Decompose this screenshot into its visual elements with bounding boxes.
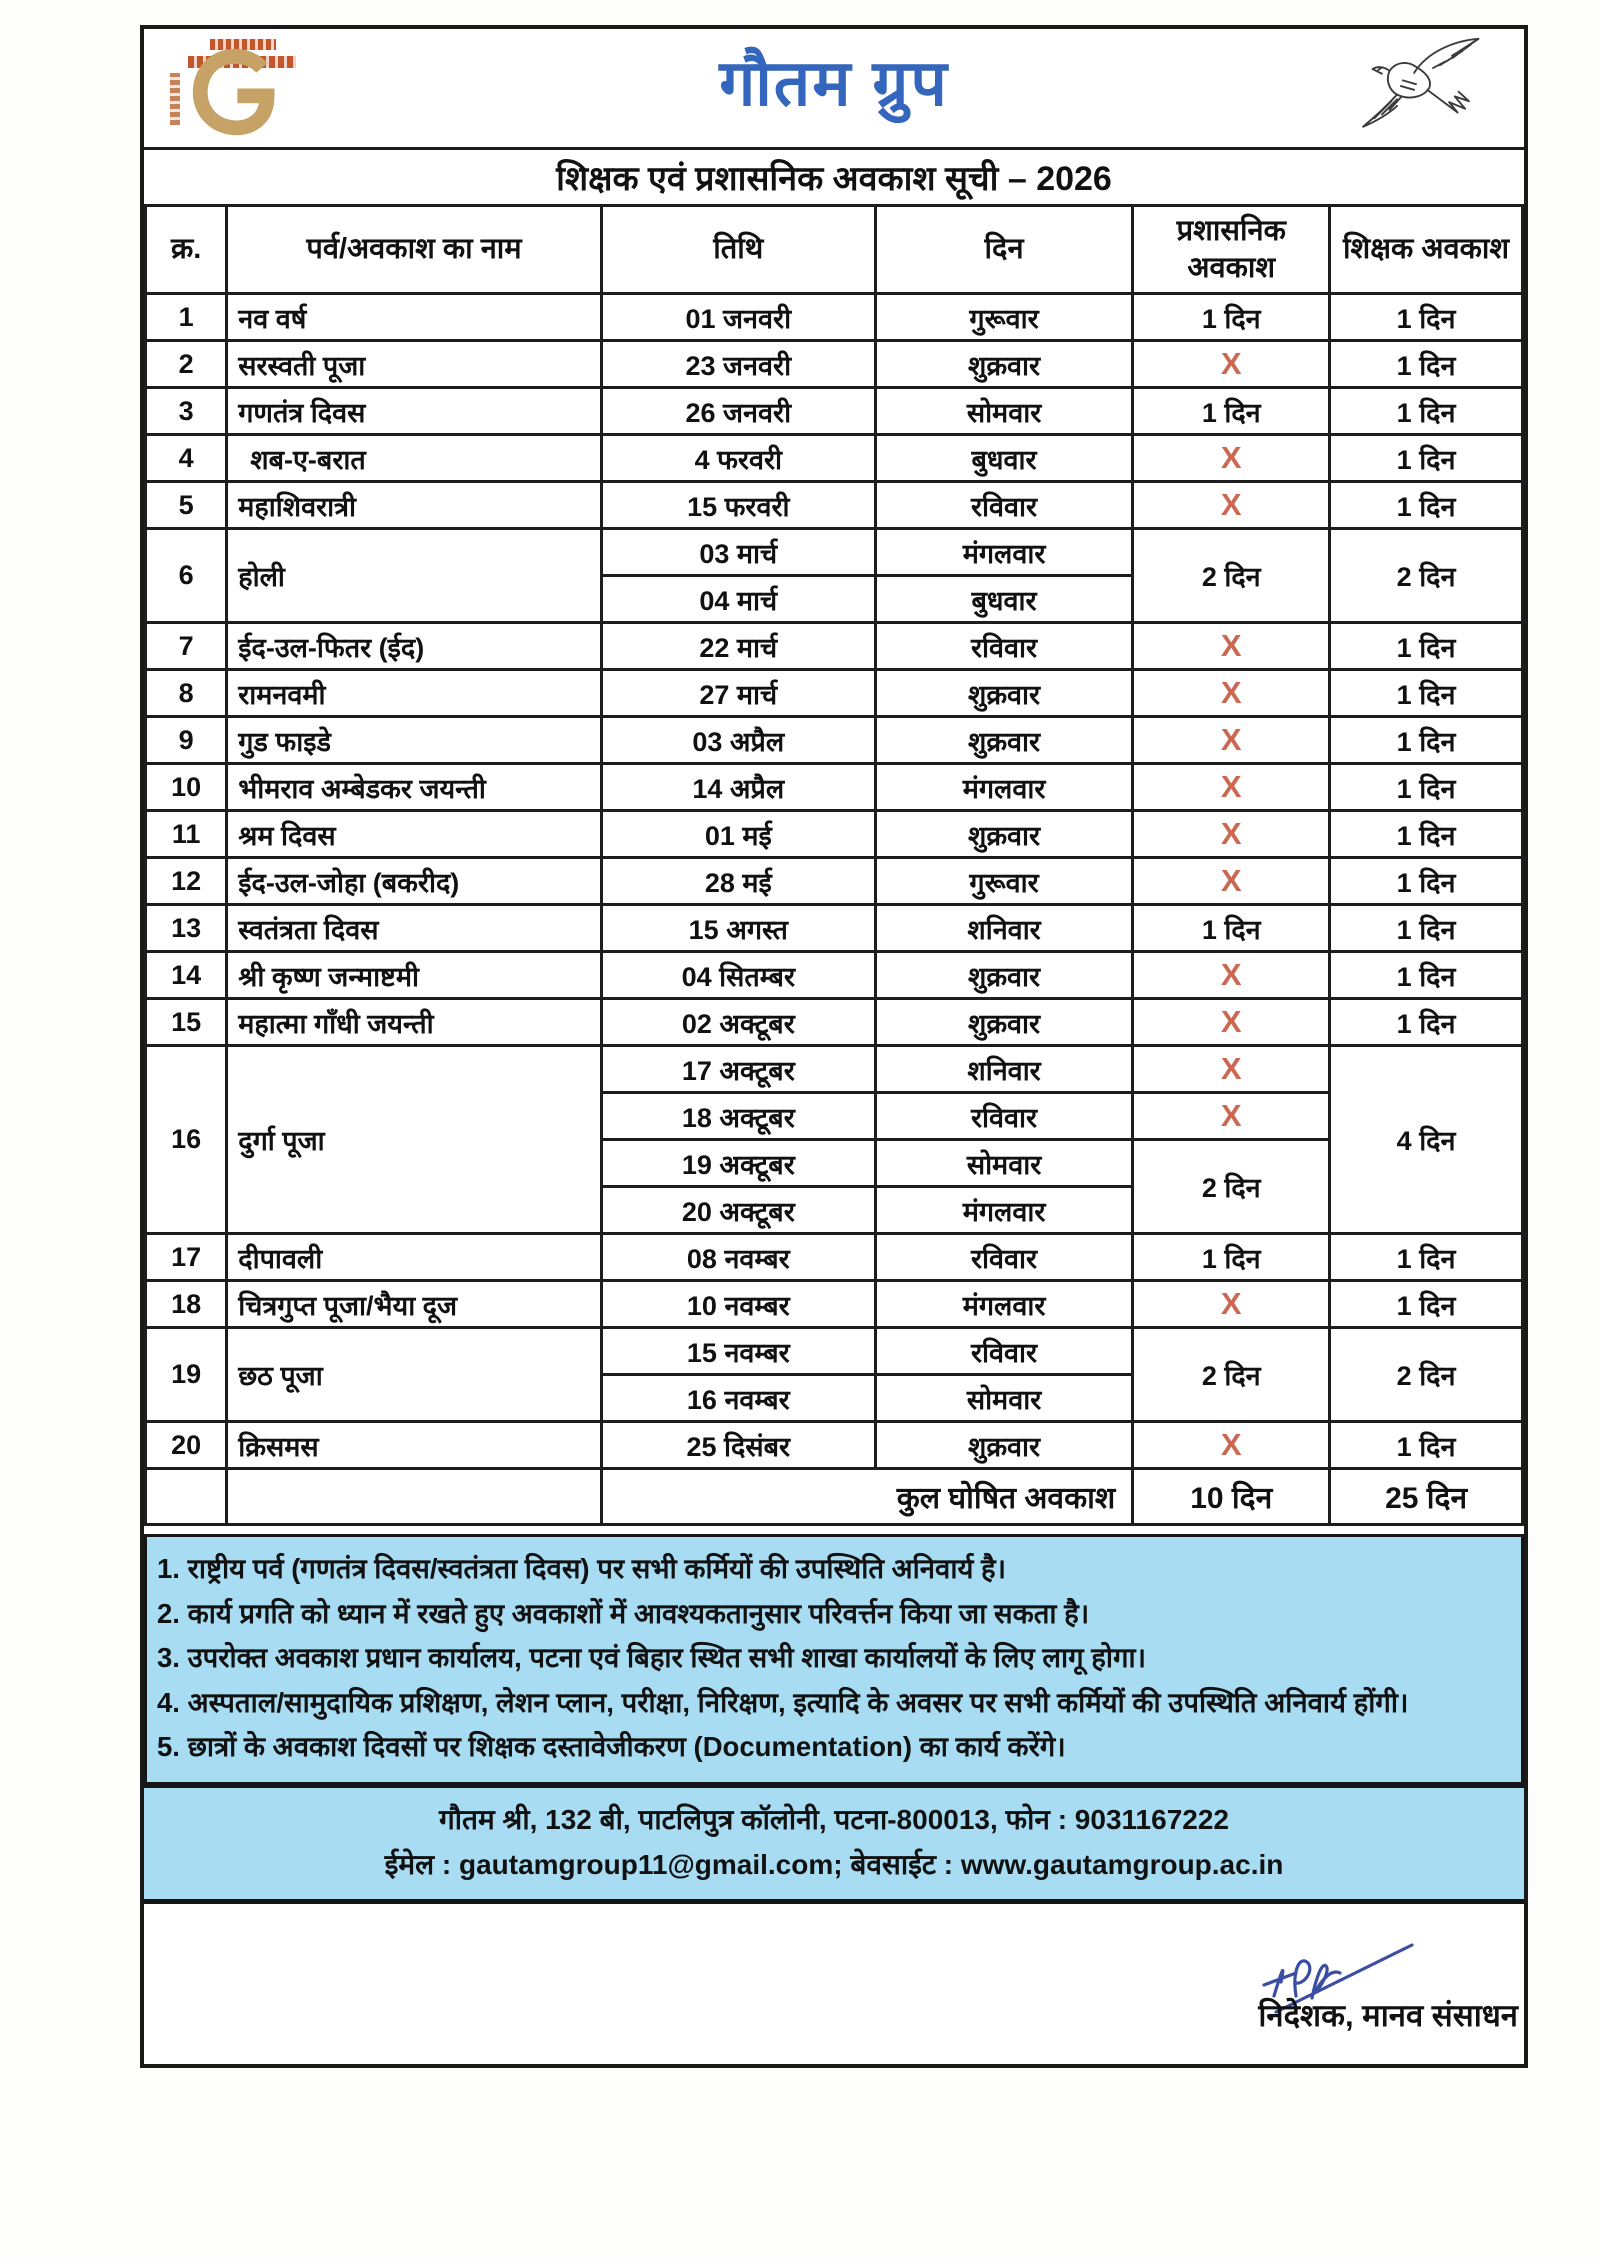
table-row — [146, 1281, 1523, 1328]
table-row — [146, 1046, 1523, 1093]
table-cell: सरस्वती पूजा — [227, 341, 602, 388]
table-cell: रविवार — [875, 482, 1132, 529]
document-page — [140, 25, 1528, 2068]
table-cell: 8 — [146, 670, 227, 717]
table-cell: 26 जनवरी — [601, 388, 875, 435]
table-cell: 1 दिन — [1330, 294, 1523, 341]
table-cell: गुरूवार — [875, 858, 1132, 905]
table-row — [146, 529, 1523, 576]
table-cell: शुक्रवार — [875, 1422, 1132, 1469]
table-cell: सोमवार — [875, 1375, 1132, 1422]
x-mark: X — [1133, 1093, 1330, 1140]
table-cell: गणतंत्र दिवस — [227, 388, 602, 435]
table-cell: 19 — [146, 1328, 227, 1422]
table-cell — [146, 1469, 227, 1525]
dove-icon — [1338, 35, 1494, 139]
table-cell: गुरूवार — [875, 294, 1132, 341]
table-cell: शुक्रवार — [875, 717, 1132, 764]
x-mark: X — [1133, 717, 1330, 764]
x-mark: X — [1133, 1422, 1330, 1469]
x-mark: X — [1133, 811, 1330, 858]
table-cell: 1 दिन — [1330, 952, 1523, 999]
table-cell: 2 दिन — [1330, 529, 1523, 623]
table-cell: होली — [227, 529, 602, 623]
table-row — [146, 670, 1523, 717]
holiday-table-head — [146, 206, 1523, 294]
table-cell: 1 दिन — [1330, 482, 1523, 529]
table-cell: 2 दिन — [1133, 529, 1330, 623]
table-cell: 1 — [146, 294, 227, 341]
table-cell: 14 अप्रैल — [601, 764, 875, 811]
x-mark: X — [1133, 999, 1330, 1046]
table-cell: शनिवार — [875, 1046, 1132, 1093]
table-row — [146, 1234, 1523, 1281]
table-cell: महात्मा गाँधी जयन्ती — [227, 999, 602, 1046]
table-cell: 01 मई — [601, 811, 875, 858]
table-cell: शनिवार — [875, 905, 1132, 952]
table-cell: 18 अक्टूबर — [601, 1093, 875, 1140]
notes-box — [144, 1534, 1524, 1785]
table-row — [146, 388, 1523, 435]
table-cell: 6 — [146, 529, 227, 623]
table-cell: 15 अगस्त — [601, 905, 875, 952]
table-cell: मंगलवार — [875, 529, 1132, 576]
column-header: क्र. — [146, 206, 227, 294]
x-mark: X — [1133, 341, 1330, 388]
table-cell: 2 दिन — [1133, 1140, 1330, 1234]
table-cell: 1 दिन — [1330, 1422, 1523, 1469]
table-cell: शुक्रवार — [875, 952, 1132, 999]
table-cell: 01 जनवरी — [601, 294, 875, 341]
table-cell: 7 — [146, 623, 227, 670]
table-cell: 1 दिन — [1330, 905, 1523, 952]
table-row — [146, 811, 1523, 858]
table-cell: चित्रगुप्त पूजा/भैया दूज — [227, 1281, 602, 1328]
table-cell: 1 दिन — [1330, 435, 1523, 482]
table-cell: ईद-उल-जोहा (बकरीद) — [227, 858, 602, 905]
table-cell: 1 दिन — [1330, 1281, 1523, 1328]
table-cell: नव वर्ष — [227, 294, 602, 341]
table-cell: भीमराव अम्बेडकर जयन्ती — [227, 764, 602, 811]
table-cell: 11 — [146, 811, 227, 858]
table-cell: स्वतंत्रता दिवस — [227, 905, 602, 952]
table-cell: 2 दिन — [1133, 1328, 1330, 1422]
table-cell: शुक्रवार — [875, 811, 1132, 858]
column-header: पर्व/अवकाश का नाम — [227, 206, 602, 294]
table-cell: 28 मई — [601, 858, 875, 905]
table-row — [146, 905, 1523, 952]
table-row — [146, 1422, 1523, 1469]
x-mark: X — [1133, 482, 1330, 529]
table-cell: क्रिसमस — [227, 1422, 602, 1469]
signatory-title: निदेशक, मानव संसाधन — [1258, 1998, 1518, 2033]
holiday-table-body — [146, 294, 1523, 1525]
table-cell: 2 दिन — [1330, 1328, 1523, 1422]
table-cell: मंगलवार — [875, 764, 1132, 811]
table-cell: 1 दिन — [1330, 341, 1523, 388]
table-cell: रविवार — [875, 1093, 1132, 1140]
table-row — [146, 952, 1523, 999]
table-cell: रविवार — [875, 1234, 1132, 1281]
table-cell: मंगलवार — [875, 1281, 1132, 1328]
table-row — [146, 764, 1523, 811]
table-cell: 16 नवम्बर — [601, 1375, 875, 1422]
x-mark: X — [1133, 858, 1330, 905]
table-cell: 03 मार्च — [601, 529, 875, 576]
table-cell: 15 नवम्बर — [601, 1328, 875, 1375]
table-cell: 17 अक्टूबर — [601, 1046, 875, 1093]
note-item: 4. अस्पताल/सामुदायिक प्रशिक्षण, लेशन प्लान, परीक्षा, निरिक्षण, इत्यादि के अवसर पर सभी कर्मियों की उपस्थिति अनिवार्य होंगी। — [157, 1686, 1409, 1718]
table-cell: दुर्गा पूजा — [227, 1046, 602, 1234]
table-cell: 25 दिसंबर — [601, 1422, 875, 1469]
table-cell: ईद-उल-फितर (ईद) — [227, 623, 602, 670]
table-cell: 23 जनवरी — [601, 341, 875, 388]
table-cell: बुधवार — [875, 576, 1132, 623]
table-row — [146, 717, 1523, 764]
note-item: 1. राष्ट्रीय पर्व (गणतंत्र दिवस/स्वतंत्रता दिवस) पर सभी कर्मियों की उपस्थिति अनिवार्य है। — [157, 1553, 1007, 1584]
table-cell: रविवार — [875, 1328, 1132, 1375]
table-cell: 12 — [146, 858, 227, 905]
table-cell: 1 दिन — [1330, 388, 1523, 435]
table-cell: शब-ए-बरात — [227, 435, 602, 482]
table-cell: सोमवार — [875, 1140, 1132, 1187]
table-cell: 02 अक्टूबर — [601, 999, 875, 1046]
table-cell: 1 दिन — [1330, 717, 1523, 764]
table-cell: 1 दिन — [1133, 294, 1330, 341]
x-mark: X — [1133, 952, 1330, 999]
table-cell: 03 अप्रैल — [601, 717, 875, 764]
letterhead-header — [144, 29, 1524, 150]
total-row — [146, 1469, 1523, 1525]
note-item: 2. कार्य प्रगति को ध्यान में रखते हुए अवकाशों में आवश्यकतानुसार परिवर्त्तन किया जा सकता है। — [157, 1597, 1090, 1629]
table-cell: मंगलवार — [875, 1187, 1132, 1234]
table-cell: 9 — [146, 717, 227, 764]
header-row — [146, 206, 1523, 294]
table-cell: 20 अक्टूबर — [601, 1187, 875, 1234]
table-cell: 16 — [146, 1046, 227, 1234]
x-mark: X — [1133, 1046, 1330, 1093]
table-cell: श्रम दिवस — [227, 811, 602, 858]
table-cell: 1 दिन — [1330, 1234, 1523, 1281]
address-line: गौतम श्री, 132 बी, पाटलिपुत्र कॉलोनी, पटना-800013, फोन : 9031167222 — [439, 1803, 1229, 1835]
table-cell: 20 — [146, 1422, 227, 1469]
table-cell: 08 नवम्बर — [601, 1234, 875, 1281]
x-mark: X — [1133, 1281, 1330, 1328]
table-cell: 17 — [146, 1234, 227, 1281]
table-cell: 4 — [146, 435, 227, 482]
table-cell: 10 दिन — [1133, 1469, 1330, 1525]
table-cell: 3 — [146, 388, 227, 435]
table-cell: 1 दिन — [1330, 811, 1523, 858]
address-band — [144, 1785, 1524, 1905]
table-cell: 10 — [146, 764, 227, 811]
table-cell: 18 — [146, 1281, 227, 1328]
table-cell: श्री कृष्ण जन्माष्टमी — [227, 952, 602, 999]
table-cell: गुड फाइडे — [227, 717, 602, 764]
table-row — [146, 999, 1523, 1046]
table-cell: 19 अक्टूबर — [601, 1140, 875, 1187]
column-header: दिन — [875, 206, 1132, 294]
table-row — [146, 623, 1523, 670]
column-header: प्रशासनिक अवकाश — [1133, 206, 1330, 294]
table-cell: 04 मार्च — [601, 576, 875, 623]
table-cell: 04 सितम्बर — [601, 952, 875, 999]
x-mark: X — [1133, 670, 1330, 717]
table-cell: सोमवार — [875, 388, 1132, 435]
table-cell: छठ पूजा — [227, 1328, 602, 1422]
document-subtitle: शिक्षक एवं प्रशासनिक अवकाश सूची – 2026 — [556, 160, 1112, 198]
table-cell: 22 मार्च — [601, 623, 875, 670]
table-cell: शुक्रवार — [875, 670, 1132, 717]
table-cell: महाशिवरात्री — [227, 482, 602, 529]
holiday-table-wrap — [144, 204, 1524, 1526]
table-cell: शुक्रवार — [875, 341, 1132, 388]
table-row — [146, 341, 1523, 388]
table-cell: रविवार — [875, 623, 1132, 670]
x-mark: X — [1133, 623, 1330, 670]
table-row — [146, 482, 1523, 529]
table-cell: दीपावली — [227, 1234, 602, 1281]
table-cell: कुल घोषित अवकाश — [601, 1469, 1133, 1525]
note-item: 5. छात्रों के अवकाश दिवसों पर शिक्षक दस्तावेजीकरण (Documentation) का कार्य करेंगे। — [157, 1731, 1066, 1763]
signature-block — [144, 1904, 1524, 2064]
table-cell: 1 दिन — [1133, 1234, 1330, 1281]
table-cell: शुक्रवार — [875, 999, 1132, 1046]
x-mark: X — [1133, 435, 1330, 482]
note-item: 3. उपरोक्त अवकाश प्रधान कार्यालय, पटना एवं बिहार स्थित सभी शाखा कार्यालयों के लिए लागू होगा। — [157, 1642, 1147, 1674]
table-cell: 1 दिन — [1133, 388, 1330, 435]
table-cell: 1 दिन — [1133, 905, 1330, 952]
table-cell: 10 नवम्बर — [601, 1281, 875, 1328]
table-cell: 15 — [146, 999, 227, 1046]
table-cell: 1 दिन — [1330, 858, 1523, 905]
page-title: गौतम ग्रुप — [719, 47, 949, 119]
x-mark: X — [1133, 764, 1330, 811]
holiday-table — [144, 204, 1524, 1526]
table-row — [146, 1328, 1523, 1375]
column-header: शिक्षक अवकाश — [1330, 206, 1523, 294]
table-cell — [227, 1469, 602, 1525]
table-row — [146, 294, 1523, 341]
table-cell: 4 दिन — [1330, 1046, 1523, 1234]
notes-list — [157, 1547, 1507, 1770]
table-cell: 1 दिन — [1330, 670, 1523, 717]
table-cell: 14 — [146, 952, 227, 999]
contact-line: ईमेल : gautamgroup11@gmail.com; बेवसाईट : www.gautamgroup.ac.in — [384, 1848, 1284, 1880]
column-header: तिथि — [601, 206, 875, 294]
table-cell: 25 दिन — [1330, 1469, 1523, 1525]
table-cell: बुधवार — [875, 435, 1132, 482]
table-cell: 1 दिन — [1330, 999, 1523, 1046]
table-cell: रामनवमी — [227, 670, 602, 717]
table-cell: 5 — [146, 482, 227, 529]
table-cell: 4 फरवरी — [601, 435, 875, 482]
table-row — [146, 435, 1523, 482]
table-cell: 13 — [146, 905, 227, 952]
table-cell: 2 — [146, 341, 227, 388]
table-cell: 27 मार्च — [601, 670, 875, 717]
table-cell: 1 दिन — [1330, 623, 1523, 670]
document-subtitle-band — [144, 150, 1524, 204]
table-cell: 1 दिन — [1330, 764, 1523, 811]
table-row — [146, 858, 1523, 905]
table-cell: 15 फरवरी — [601, 482, 875, 529]
